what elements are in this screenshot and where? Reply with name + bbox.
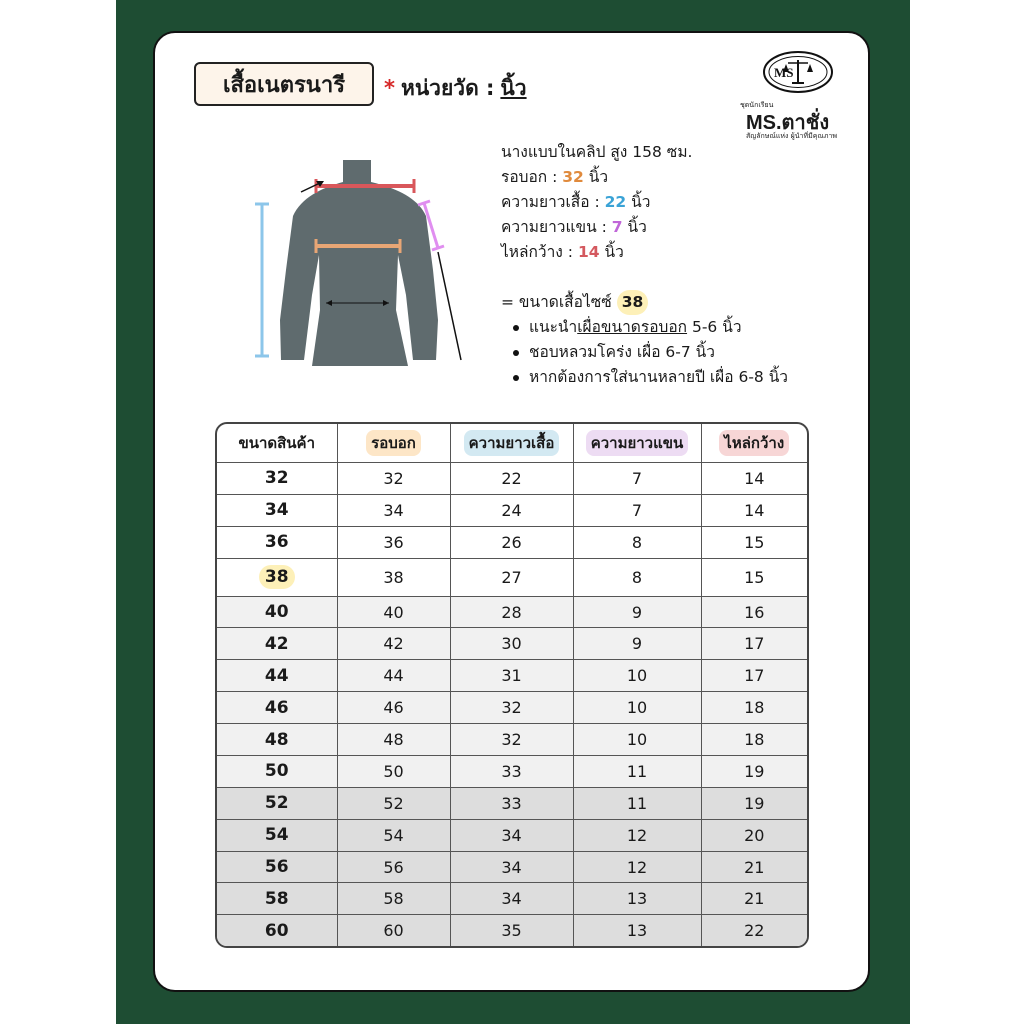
tip-item: แนะนำเผื่อขนาดรอบอก 5-6 นิ้ว (529, 315, 788, 340)
measure-cell: 60 (337, 915, 450, 946)
measure-cell: 38 (337, 558, 450, 596)
measure-cell: 19 (701, 787, 807, 819)
table-row (217, 755, 807, 787)
table-row (217, 692, 807, 724)
measure-cell: 14 (701, 463, 807, 495)
sleeve-label: ความยาวแขน : (501, 218, 607, 236)
table-row (217, 787, 807, 819)
seal-letter-m: MS (774, 65, 794, 80)
table-row (217, 851, 807, 883)
measure-cell: 56 (337, 851, 450, 883)
measure-cell: 15 (701, 526, 807, 558)
measure-cell: 44 (337, 660, 450, 692)
model-shoulder-row (501, 240, 692, 265)
table-row (217, 526, 807, 558)
size-recommendation (501, 290, 788, 390)
recommended-size-line (501, 290, 788, 315)
measure-cell: 10 (573, 724, 701, 756)
measure-cell: 7 (573, 494, 701, 526)
table-row (217, 494, 807, 526)
model-chest-row (501, 165, 692, 190)
brand-logo (740, 50, 860, 140)
measure-cell: 11 (573, 755, 701, 787)
measure-cell: 10 (573, 692, 701, 724)
logo-small-text: ชุดนักเรียน (740, 101, 774, 109)
product-title (194, 62, 374, 106)
header-length: ความยาวเสื้อ (450, 424, 573, 463)
measure-cell: 33 (450, 787, 573, 819)
size-cell: 40 (217, 596, 337, 628)
measure-cell: 42 (337, 628, 450, 660)
size-cell: 48 (217, 724, 337, 756)
length-unit: นิ้ว (631, 193, 651, 211)
table-row (217, 628, 807, 660)
table-row (217, 883, 807, 915)
unit-label: หน่วยวัด : (400, 76, 495, 100)
measure-cell: 46 (337, 692, 450, 724)
size-cell: 60 (217, 915, 337, 946)
measure-cell: 14 (701, 494, 807, 526)
logo-tagline: สัญลักษณ์แห่ง ผู้นำที่มีคุณภาพ (746, 132, 838, 140)
tips-list (501, 315, 788, 390)
table-row (217, 915, 807, 946)
measure-cell: 18 (701, 692, 807, 724)
header-shoulder: ไหล่กว้าง (701, 424, 807, 463)
unit-star: * (384, 76, 395, 100)
measure-cell: 7 (573, 463, 701, 495)
model-info (501, 140, 692, 265)
measure-cell: 22 (701, 915, 807, 946)
measure-cell: 48 (337, 724, 450, 756)
header-size: ขนาดสินค้า (217, 424, 337, 463)
measure-cell: 17 (701, 660, 807, 692)
measure-cell: 21 (701, 851, 807, 883)
measure-cell: 22 (450, 463, 573, 495)
size-cell: 32 (217, 463, 337, 495)
shoulder-unit: นิ้ว (604, 243, 624, 261)
size-cell: 46 (217, 692, 337, 724)
measure-cell: 9 (573, 596, 701, 628)
size-cell: 42 (217, 628, 337, 660)
measure-cell: 24 (450, 494, 573, 526)
measure-cell: 11 (573, 787, 701, 819)
size-cell: 50 (217, 755, 337, 787)
measure-cell: 8 (573, 558, 701, 596)
tip-item: หากต้องการใส่นานหลายปี เผื่อ 6-8 นิ้ว (529, 365, 788, 390)
measure-cell: 34 (450, 883, 573, 915)
table-row (217, 596, 807, 628)
measure-cell: 28 (450, 596, 573, 628)
measure-cell: 12 (573, 819, 701, 851)
measure-cell: 17 (701, 628, 807, 660)
measure-cell: 13 (573, 915, 701, 946)
table-row (217, 819, 807, 851)
measure-cell: 35 (450, 915, 573, 946)
measure-cell: 58 (337, 883, 450, 915)
model-height-text: นางแบบในคลิป สูง 158 ซม. (501, 143, 693, 161)
sleeve-unit: นิ้ว (627, 218, 647, 236)
length-value: 22 (604, 193, 627, 211)
table-header-row (217, 424, 807, 463)
size-table-container (215, 422, 809, 948)
measure-cell: 13 (573, 883, 701, 915)
model-length-row (501, 190, 692, 215)
chest-label: รอบอก : (501, 168, 558, 186)
measure-cell: 32 (337, 463, 450, 495)
measure-cell: 18 (701, 724, 807, 756)
measure-cell: 12 (573, 851, 701, 883)
table-body (217, 463, 807, 947)
chest-unit: นิ้ว (588, 168, 609, 186)
logo-main-text: MS.ตาชั่ง (746, 112, 830, 134)
measure-cell: 30 (450, 628, 573, 660)
size-cell: 54 (217, 819, 337, 851)
measure-cell: 32 (450, 724, 573, 756)
product-title-text: เสื้อเนตรนารี (222, 72, 346, 98)
size-cell: 58 (217, 883, 337, 915)
model-sleeve-row (501, 215, 692, 240)
shoulder-value: 14 (577, 243, 600, 261)
tip-item: ชอบหลวมโคร่ง เผื่อ 6-7 นิ้ว (529, 340, 788, 365)
measure-cell: 10 (573, 660, 701, 692)
measure-cell: 32 (450, 692, 573, 724)
table-row (217, 660, 807, 692)
measure-cell: 34 (450, 851, 573, 883)
measure-cell: 8 (573, 526, 701, 558)
measure-cell: 33 (450, 755, 573, 787)
measure-cell: 26 (450, 526, 573, 558)
measure-cell: 36 (337, 526, 450, 558)
mannequin-figure (246, 160, 472, 366)
unit-line (384, 72, 527, 105)
size-cell: 52 (217, 787, 337, 819)
size-cell: 38 (217, 558, 337, 596)
length-label: ความยาวเสื้อ : (501, 193, 600, 211)
table-row (217, 558, 807, 596)
header-sleeve: ความยาวแขน (573, 424, 701, 463)
measure-cell: 40 (337, 596, 450, 628)
table-row (217, 724, 807, 756)
measure-cell: 20 (701, 819, 807, 851)
measure-cell: 31 (450, 660, 573, 692)
recommended-size-badge: 38 (617, 290, 649, 315)
measure-cell: 34 (450, 819, 573, 851)
sleeve-value: 7 (611, 218, 623, 236)
size-cell: 56 (217, 851, 337, 883)
measure-cell: 15 (701, 558, 807, 596)
table-row (217, 463, 807, 495)
measure-cell: 19 (701, 755, 807, 787)
measure-cell: 9 (573, 628, 701, 660)
measure-cell: 34 (337, 494, 450, 526)
measure-cell: 52 (337, 787, 450, 819)
measure-cell: 54 (337, 819, 450, 851)
size-cell: 34 (217, 494, 337, 526)
header-chest: รอบอก (337, 424, 450, 463)
measure-cell: 27 (450, 558, 573, 596)
size-cell: 36 (217, 526, 337, 558)
measure-cell: 16 (701, 596, 807, 628)
size-table (217, 424, 807, 946)
scale-seal-icon (762, 50, 834, 94)
measure-cell: 50 (337, 755, 450, 787)
measure-cell: 21 (701, 883, 807, 915)
unit-value: นิ้ว (500, 76, 527, 100)
shoulder-label: ไหล่กว้าง : (501, 243, 574, 261)
chest-value: 32 (562, 168, 584, 186)
recommended-size-prefix: = ขนาดเสื้อไซซ์ (501, 293, 612, 311)
size-cell: 44 (217, 660, 337, 692)
